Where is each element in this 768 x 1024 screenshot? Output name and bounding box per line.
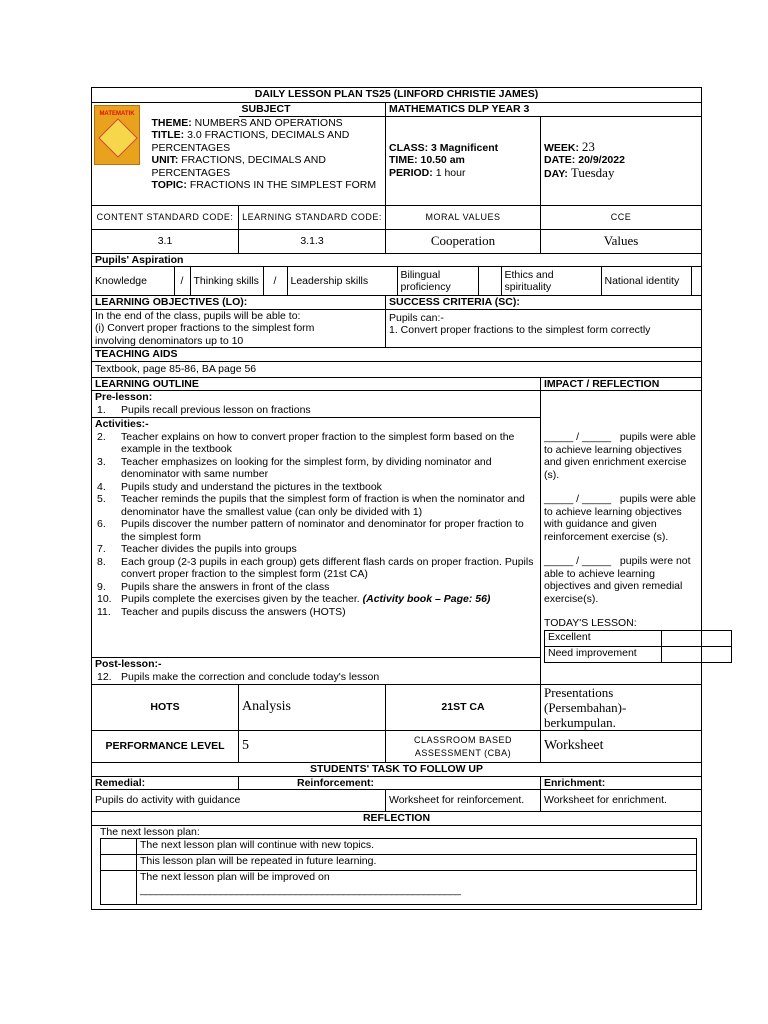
item-text: Teacher emphasizes on looking for the simplest form, by dividing nominator and denominator with same number (121, 455, 492, 480)
content-standard-value: 3.1 (92, 229, 239, 253)
item-number: 7. (97, 543, 106, 555)
lo-line-2: (i) Convert proper fractions to the simplest form involving denominators up to 10 (95, 322, 315, 347)
impact-reflection-body (541, 391, 702, 685)
item-text: Pupils discover the number pattern of nominator and denominator for proper fraction to the simplest form (121, 518, 524, 543)
reinforcement-value: Worksheet for reinforcement. (386, 790, 541, 812)
unit-value: FRACTIONS, DECIMALS AND PERCENTAGES (151, 154, 326, 179)
hots-label: HOTS (92, 685, 239, 731)
item-text: Each group (2-3 pupils in each group) gets different flash cards on proper fraction. Pupils convert proper fraction to the simplest form (21st CA) (121, 555, 534, 580)
item-number: 4. (97, 480, 106, 493)
class-info (386, 116, 541, 205)
rating-need-improvement: Need improvement (545, 646, 662, 662)
lesson-plan-table (91, 87, 702, 910)
cce-value: Values (541, 229, 702, 253)
reflection-checkbox[interactable] (101, 839, 137, 855)
book-cover-title: MATEMATIK (99, 111, 135, 117)
reflection-option-3: The next lesson plan will be improved on (140, 871, 330, 883)
impact-text: pupils were able to achieve learning objectives with guidance and given reinforcement exercise (s). (544, 493, 696, 543)
item-number: 1. (97, 403, 106, 416)
item-number: 8. (97, 555, 106, 568)
activity-item (95, 556, 537, 581)
item-text: Pupils complete the exercises given by the teacher. (121, 593, 360, 605)
reflection-option-2: This lesson plan will be repeated in future learning. (137, 855, 697, 871)
reflection-option-1: The next lesson plan will continue with new topics. (137, 839, 697, 855)
aspiration-national-mark (691, 267, 702, 295)
activity-item (95, 543, 537, 556)
reinforcement-label: Reinforcement: (239, 776, 541, 790)
theme-value: NUMBERS AND OPERATIONS (194, 116, 343, 129)
remedial-label: Remedial: (92, 776, 239, 790)
item-number: 12. (97, 670, 112, 683)
item-number: 2. (97, 430, 106, 443)
item-number: 3. (97, 455, 106, 468)
activity-item (95, 493, 537, 518)
pre-lesson-item (95, 404, 537, 417)
reflection-checkbox[interactable] (101, 871, 137, 905)
aspiration-bilingual: Bilingual proficiency (397, 267, 478, 295)
topic-value: FRACTIONS IN THE SIMPLEST FORM (189, 179, 377, 191)
period-label: PERIOD: (389, 166, 433, 179)
time-label: TIME: (389, 154, 418, 167)
reflection-options (100, 838, 697, 905)
teaching-aids-value: Textbook, page 85-86, BA page 56 (92, 361, 702, 377)
class-value: 3 Magnificent (431, 141, 499, 154)
impact-text: pupils were not able to achieve learning objectives and given remedial exercise(s). (544, 555, 691, 605)
theme-label: THEME: (151, 116, 192, 129)
date-value: 20/9/2022 (578, 154, 625, 167)
week-info (541, 116, 702, 205)
learning-standard-label: LEARNING STANDARD CODE: (239, 205, 386, 229)
aspiration-bilingual-mark (478, 267, 501, 295)
unit-label: UNIT: (151, 154, 179, 166)
activity-item (95, 456, 537, 481)
post-lesson-item (95, 671, 537, 684)
item-text: Pupils share the answers in front of the class (121, 580, 330, 593)
reflection-body (92, 825, 702, 909)
rating-excellent: Excellent (545, 630, 662, 646)
rating-need-improvement-box[interactable] (662, 646, 732, 662)
class-label: CLASS: (389, 141, 429, 154)
subject-label: SUBJECT (239, 103, 386, 117)
day-value: Tuesday (570, 164, 615, 180)
reflection-label: REFLECTION (92, 812, 702, 826)
impact-remedial (544, 555, 698, 605)
title-label: TITLE: (151, 129, 185, 141)
lo-text (92, 309, 386, 348)
item-number: 9. (97, 580, 106, 593)
cba-label: CLASSROOM BASED ASSESSMENT (CBA) (386, 731, 541, 763)
date-label: DATE: (544, 154, 576, 167)
aspiration-national: National identity (601, 267, 691, 295)
reflection-intro: The next lesson plan: (100, 825, 200, 838)
moral-values-value: Cooperation (386, 229, 541, 253)
period-value: 1 hour (435, 166, 466, 179)
remedial-value: Pupils do activity with guidance (92, 790, 386, 812)
impact-label: IMPACT / REFLECTION (541, 377, 702, 391)
item-text: Teacher divides the pupils into groups (121, 543, 297, 555)
content-standard-label: CONTENT STANDARD CODE: (92, 205, 239, 229)
enrichment-value: Worksheet for enrichment. (541, 790, 702, 812)
item-text: Teacher and pupils discuss the answers (HOTS) (121, 605, 346, 618)
post-lesson-label: Post-lesson:- (95, 658, 162, 670)
rating-excellent-box[interactable] (662, 630, 732, 646)
performance-level-label: PERFORMANCE LEVEL (92, 731, 239, 763)
impact-enrichment (544, 431, 698, 481)
week-label: WEEK: (544, 141, 579, 154)
hots-value: Analysis (239, 685, 386, 731)
document-title: DAILY LESSON PLAN TS25 (LINFORD CHRISTIE JAMES) (92, 88, 702, 103)
item-number: 11. (97, 605, 111, 618)
lo-line-1: In the end of the class, pupils will be able to: (95, 309, 301, 322)
aspiration-row (92, 267, 702, 296)
topic-label: TOPIC: (151, 179, 187, 191)
lo-label: LEARNING OBJECTIVES (LO): (92, 296, 386, 310)
activity-item (95, 518, 537, 543)
activity-item (95, 431, 537, 456)
sc-text (386, 309, 702, 348)
teaching-aids-label: TEACHING AIDS (92, 348, 702, 362)
learning-standard-value: 3.1.3 (239, 229, 386, 253)
item-text: Pupils recall previous lesson on fractions (121, 403, 311, 416)
item-text: Pupils study and understand the pictures in the textbook (121, 480, 382, 493)
todays-lesson-rating (544, 630, 732, 663)
item-text: Teacher explains on how to convert proper fraction to the simplest form based on the example in the textbook (121, 430, 515, 455)
todays-lesson-label: TODAY'S LESSON: (544, 617, 637, 629)
performance-level-value: 5 (239, 731, 386, 763)
day-label: DAY: (544, 167, 568, 180)
book-cover-image (92, 103, 148, 165)
aspiration-knowledge: Knowledge (92, 267, 174, 295)
reflection-blank-line: ____________________________________________________________ (140, 883, 461, 896)
aspiration-knowledge-mark: / (174, 267, 190, 295)
aspiration-thinking-mark: / (263, 267, 287, 295)
cba-value: Worksheet (541, 731, 702, 763)
impact-reinforcement (544, 493, 698, 543)
aspiration-label: Pupils' Aspiration (92, 253, 702, 267)
activity-item (95, 606, 537, 619)
title-value: 3.0 FRACTIONS, DECIMALS AND PERCENTAGES (151, 129, 350, 154)
reflection-checkbox[interactable] (101, 855, 137, 871)
impact-blank: _____ / _____ (544, 555, 612, 567)
time-value: 10.50 am (420, 154, 465, 167)
topic-info (151, 116, 386, 205)
item-number: 6. (97, 518, 106, 530)
item-number: 5. (97, 493, 106, 505)
week-value: 23 (581, 138, 595, 154)
subject-value: MATHEMATICS DLP YEAR 3 (386, 103, 702, 117)
cce-label: CCE (541, 205, 702, 229)
aspiration-ethics: Ethics and spirituality (501, 267, 601, 295)
sc-line-1: Pupils can:- (389, 311, 444, 324)
learning-outline-label: LEARNING OUTLINE (92, 377, 541, 391)
item-text: Teacher reminds the pupils that the simplest form of fraction is when the nominator and denominator have the smallest value (can only be divided with 1) (121, 493, 525, 518)
21st-ca-label: 21ST CA (386, 685, 541, 731)
lesson-plan-document (91, 87, 701, 910)
learning-outline-body (92, 391, 541, 685)
impact-blank: _____ / _____ (544, 493, 612, 505)
follow-up-label: STUDENTS' TASK TO FOLLOW UP (92, 763, 702, 777)
21st-ca-value: Presentations (Persembahan)- berkumpulan. (541, 685, 702, 731)
activity-item (95, 581, 537, 594)
activity-item (95, 481, 537, 494)
activity-item (95, 593, 537, 606)
pre-lesson-label: Pre-lesson: (95, 391, 153, 403)
impact-blank: _____ / _____ (544, 431, 612, 443)
item-number: 10. (97, 593, 112, 605)
item-text: Pupils make the correction and conclude today's lesson (121, 670, 380, 683)
aspiration-thinking: Thinking skills (190, 267, 263, 295)
moral-values-label: MORAL VALUES (386, 205, 541, 229)
sc-label: SUCCESS CRITERIA (SC): (386, 296, 702, 310)
activities-label: Activities:- (95, 418, 149, 430)
aspiration-leadership: Leadership skills (287, 267, 397, 295)
enrichment-label: Enrichment: (541, 776, 702, 790)
sc-line-2: 1. Convert proper fractions to the simplest form correctly (389, 324, 651, 336)
activity-book-reference: (Activity book – Page: 56) (362, 593, 491, 605)
impact-text: pupils were able to achieve learning objectives and given enrichment exercise (s). (544, 431, 696, 481)
